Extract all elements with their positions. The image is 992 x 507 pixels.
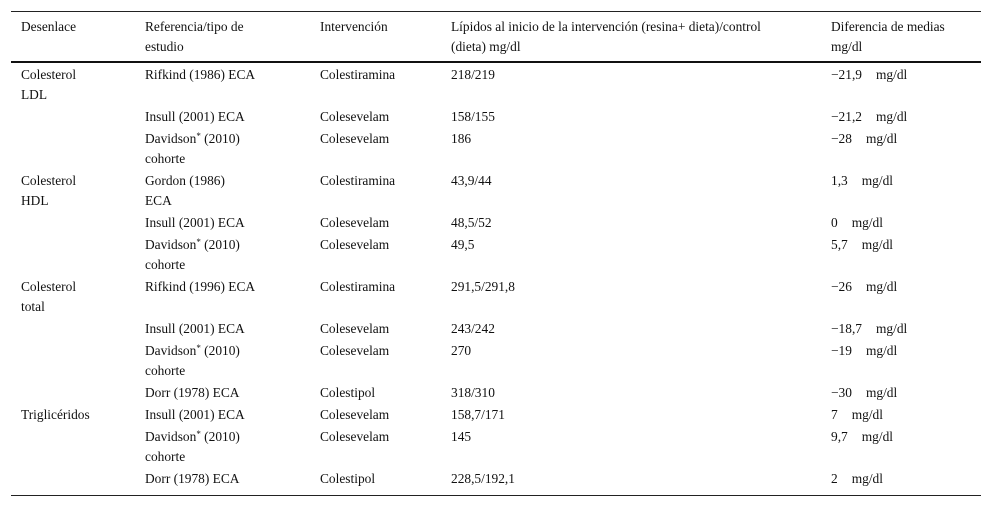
reference-author: Davidson: [145, 429, 197, 444]
asterisk-note: *: [196, 343, 201, 353]
asterisk-note: *: [196, 131, 201, 141]
header-rule: [11, 61, 981, 63]
mean-difference: [831, 427, 893, 447]
baseline-lipids: 243/242: [451, 321, 495, 336]
mean-difference: [831, 469, 883, 489]
baseline-lipids: 218/219: [451, 67, 495, 82]
mean-difference: [831, 405, 883, 425]
outcome-label-line2: LDL: [21, 87, 48, 102]
reference-line2: cohorte: [145, 449, 186, 464]
intervention: Colestipol: [320, 471, 376, 486]
mean-difference-unit: mg/dl: [876, 109, 908, 124]
header-outcome: Desenlace: [21, 19, 77, 34]
reference: [145, 129, 240, 149]
intervention: Colesevelam: [320, 343, 390, 358]
mean-difference-unit: mg/dl: [865, 385, 898, 400]
mean-difference-unit: mg/dl: [865, 343, 898, 358]
reference: Rifkind (1996) ECA: [145, 279, 256, 294]
mean-difference-unit: mg/dl: [851, 215, 883, 230]
reference-author: Davidson: [145, 237, 197, 252]
mean-difference-value: −21,9: [831, 67, 862, 82]
mean-difference: [831, 277, 897, 297]
mean-difference-value: −28: [831, 131, 852, 146]
header-lipids-line1: Lípidos al inicio de la intervención (resina+ dieta)/control: [451, 19, 761, 34]
reference: Rifkind (1986) ECA: [145, 67, 256, 82]
mean-difference-unit: mg/dl: [876, 67, 908, 82]
reference-line2: cohorte: [145, 363, 186, 378]
reference-line2: cohorte: [145, 257, 186, 272]
reference: Gordon (1986): [145, 173, 225, 188]
intervention: Colesevelam: [320, 131, 390, 146]
reference-year: (2010): [200, 429, 240, 444]
mean-difference: [831, 213, 883, 233]
outcome-label-line2: HDL: [21, 193, 49, 208]
asterisk-note: *: [196, 237, 201, 247]
reference: Dorr (1978) ECA: [145, 385, 240, 400]
reference-year: (2010): [200, 343, 240, 358]
baseline-lipids: 49,5: [451, 237, 475, 252]
mean-difference: [831, 129, 897, 149]
mean-difference-unit: mg/dl: [851, 471, 883, 486]
mean-difference-value: 0: [831, 215, 838, 230]
mean-difference-unit: mg/dl: [865, 131, 898, 146]
header-intervention: Intervención: [320, 19, 388, 34]
mean-difference-value: −18,7: [831, 321, 862, 336]
mean-difference-unit: mg/dl: [865, 279, 898, 294]
reference-author: Davidson: [145, 343, 197, 358]
baseline-lipids: 186: [451, 131, 472, 146]
mean-difference: [831, 319, 907, 339]
baseline-lipids: 291,5/291,8: [451, 279, 515, 294]
reference-year: (2010): [200, 131, 240, 146]
mean-difference: [831, 383, 897, 403]
mean-difference-value: −19: [831, 343, 852, 358]
mean-difference-value: −21,2: [831, 109, 862, 124]
reference: Insull (2001) ECA: [145, 109, 245, 124]
intervention: Colestiramina: [320, 67, 396, 82]
reference: [145, 341, 240, 361]
intervention: Colestiramina: [320, 279, 396, 294]
intervention: Colesevelam: [320, 429, 390, 444]
header-reference-line2: estudio: [145, 39, 184, 54]
baseline-lipids: 270: [451, 343, 472, 358]
reference-line2: cohorte: [145, 151, 186, 166]
mean-difference-unit: mg/dl: [861, 429, 893, 444]
table-bottom-rule: [11, 495, 981, 496]
outcome-label-line2: total: [21, 299, 45, 314]
mean-difference-value: −30: [831, 385, 852, 400]
header-lipids-line2: (dieta) mg/dl: [451, 39, 521, 54]
reference: Dorr (1978) ECA: [145, 471, 240, 486]
outcome-label: Colesterol: [21, 67, 77, 82]
mean-difference: [831, 171, 893, 191]
reference: [145, 235, 240, 255]
mean-difference: [831, 235, 893, 255]
intervention: Colesevelam: [320, 215, 390, 230]
mean-difference-value: 2: [831, 471, 838, 486]
outcome-label: Triglicéridos: [21, 407, 90, 422]
mean-difference-value: 9,7: [831, 429, 848, 444]
mean-difference-unit: mg/dl: [851, 407, 883, 422]
table-top-rule: [11, 11, 981, 12]
reference-line2: ECA: [145, 193, 172, 208]
mean-difference-value: 5,7: [831, 237, 848, 252]
intervention: Colesevelam: [320, 237, 390, 252]
mean-difference-value: 7: [831, 407, 838, 422]
baseline-lipids: 145: [451, 429, 472, 444]
intervention: Colesevelam: [320, 321, 390, 336]
mean-difference: [831, 65, 907, 85]
baseline-lipids: 158,7/171: [451, 407, 505, 422]
mean-difference-unit: mg/dl: [876, 321, 908, 336]
reference-year: (2010): [200, 237, 240, 252]
outcome-label: Colesterol: [21, 279, 77, 294]
baseline-lipids: 158/155: [451, 109, 495, 124]
intervention: Colestipol: [320, 385, 376, 400]
baseline-lipids: 318/310: [451, 385, 495, 400]
mean-difference-unit: mg/dl: [861, 173, 893, 188]
reference: Insull (2001) ECA: [145, 321, 245, 336]
header-mean-diff-line2: mg/dl: [831, 39, 863, 54]
intervention: Colestiramina: [320, 173, 396, 188]
asterisk-note: *: [196, 429, 201, 439]
intervention: Colesevelam: [320, 109, 390, 124]
header-mean-diff-line1: Diferencia de medias: [831, 19, 945, 34]
baseline-lipids: 228,5/192,1: [451, 471, 515, 486]
baseline-lipids: 48,5/52: [451, 215, 492, 230]
mean-difference-unit: mg/dl: [861, 237, 893, 252]
header-reference-line1: Referencia/tipo de: [145, 19, 244, 34]
mean-difference: [831, 107, 907, 127]
baseline-lipids: 43,9/44: [451, 173, 492, 188]
intervention: Colesevelam: [320, 407, 390, 422]
mean-difference-value: 1,3: [831, 173, 848, 188]
reference: Insull (2001) ECA: [145, 407, 245, 422]
reference: [145, 427, 240, 447]
outcome-label: Colesterol: [21, 173, 77, 188]
mean-difference: [831, 341, 897, 361]
mean-difference-value: −26: [831, 279, 852, 294]
reference-author: Davidson: [145, 131, 197, 146]
reference: Insull (2001) ECA: [145, 215, 245, 230]
